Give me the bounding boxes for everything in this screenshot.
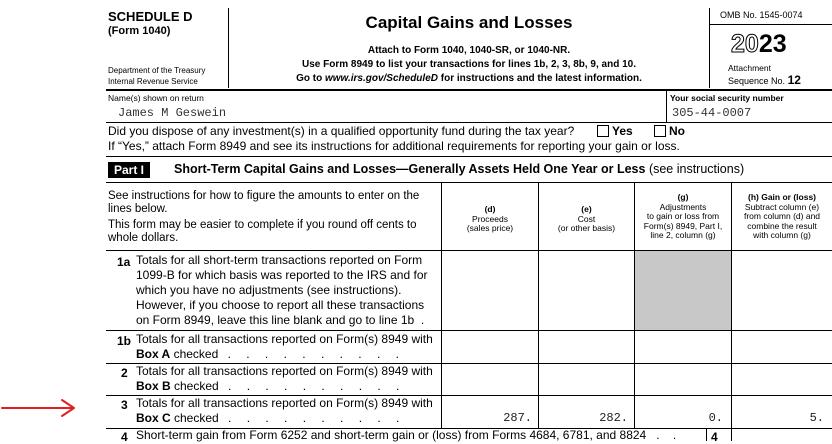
line-2-cost-field[interactable] [539, 364, 634, 395]
line-1b-number: 1b [117, 334, 132, 348]
tax-year: 2023 [731, 30, 787, 58]
line-4-box-number: 4 [711, 430, 718, 444]
qof-yes-label: Yes [612, 124, 633, 138]
column-g-header: (g) Adjustments to gain or loss from Form(s) 8949, Part I, line 2, column (g) [643, 192, 723, 240]
irs-label: Internal Revenue Service [108, 77, 198, 86]
sequence-label: Sequence No. 12 [728, 73, 801, 87]
qof-no-label: No [669, 124, 685, 138]
irs-url-link[interactable]: www.irs.gov/ScheduleD [324, 73, 438, 84]
line-3-adjustments-field[interactable]: 0. [708, 411, 723, 425]
part-i-title: Short-Term Capital Gains and Losses—Generally Assets Held One Year or Less (see instructions) [174, 162, 745, 176]
line-3-cost-field[interactable]: 282. [599, 411, 628, 425]
line-2-text: Totals for all transactions reported on Form(s) 8949 with Box B checked . . . . . . . . . . [136, 364, 433, 393]
column-d-header: (d) Proceeds (sales price) [466, 204, 514, 233]
line-2-adjustments-field[interactable] [635, 364, 731, 395]
instruction-attach: Attach to Form 1040, 1040-SR, or 1040-NR. [367, 45, 571, 56]
ssn-label: Your social security number [670, 93, 784, 103]
line-1b-gain-field[interactable] [732, 331, 832, 363]
line-3-gain-field[interactable]: 5. [809, 411, 824, 425]
line-1b-adjustments-field[interactable] [635, 331, 731, 363]
qof-note: If “Yes,” attach Form 8949 and see its instructions for additional requirements for reporting your gain or loss. [108, 139, 680, 153]
line-4-number: 4 [121, 430, 128, 444]
line-1a-column-g-shaded [635, 251, 731, 330]
red-arrow-annotation-icon [0, 398, 80, 418]
dept-treasury: Department of the Treasury [108, 66, 206, 75]
line-1a-proceeds-field[interactable] [442, 251, 538, 330]
line-1a-number: 1a [117, 255, 131, 269]
line-3-proceeds-field[interactable]: 287. [503, 411, 532, 425]
line-3-number: 3 [121, 398, 128, 412]
attachment-label: Attachment [728, 63, 771, 73]
qof-question: Did you dispose of any investment(s) in a qualified opportunity fund during the tax year? [108, 124, 575, 138]
instruction-form-8949: Use Form 8949 to list your transactions for lines 1b, 2, 3, 8b, 9, and 10. [302, 59, 636, 70]
column-h-header: (h) Gain or (loss) Subtract column (e) from column (d) and combine the result with column (g) [743, 192, 821, 240]
column-e-header: (e) Cost (or other basis) [557, 204, 616, 233]
form-title: Capital Gains and Losses [365, 13, 573, 32]
line-1b-text: Totals for all transactions reported on Form(s) 8949 with Box A checked . . . . . . . . . . [136, 332, 433, 361]
line-2-gain-field[interactable] [732, 364, 832, 395]
qof-no-checkbox[interactable] [654, 125, 666, 137]
line-1b-proceeds-field[interactable] [442, 331, 538, 363]
form-label: (Form 1040) [108, 25, 171, 37]
name-field[interactable]: James M Geswein [118, 106, 227, 120]
line-3-text: Totals for all transactions reported on Form(s) 8949 with Box C checked . . . . . . . . . . [136, 396, 433, 425]
qof-yes-checkbox[interactable] [597, 125, 609, 137]
line-4-gain-field[interactable] [732, 429, 832, 441]
column-intro-2: This form may be easier to complete if you round off cents to whole dollars. [108, 219, 417, 244]
ssn-field[interactable]: 305-44-0007 [672, 106, 752, 120]
instruction-website: Go to www.irs.gov/ScheduleD for instructions and the latest information. [296, 73, 642, 84]
line-2-proceeds-field[interactable] [442, 364, 538, 395]
line-1a-text: Totals for all short-term transactions reported on Form 1099-B for which basis was reported to the IRS and for which you have no adjustments (see instructions). However, if you choose to report all these transactions on Form 8949, leave this line blank and go to line 1b . [136, 253, 428, 327]
name-label: Name(s) shown on return [108, 93, 204, 103]
line-2-number: 2 [121, 366, 128, 380]
line-4-text: Short-term gain from Form 6252 and short-term gain or (loss) from Forms 4684, 6781, and 8824 . . [136, 428, 677, 442]
line-1b-cost-field[interactable] [539, 331, 634, 363]
part-i-badge: Part I [108, 162, 150, 178]
line-1a-cost-field[interactable] [539, 251, 634, 330]
omb-number: OMB No. 1545-0074 [720, 10, 803, 20]
line-1a-gain-field[interactable] [732, 251, 832, 330]
schedule-label: SCHEDULE D [108, 9, 193, 24]
column-intro-1: See instructions for how to figure the amounts to enter on the lines below. [108, 190, 420, 215]
